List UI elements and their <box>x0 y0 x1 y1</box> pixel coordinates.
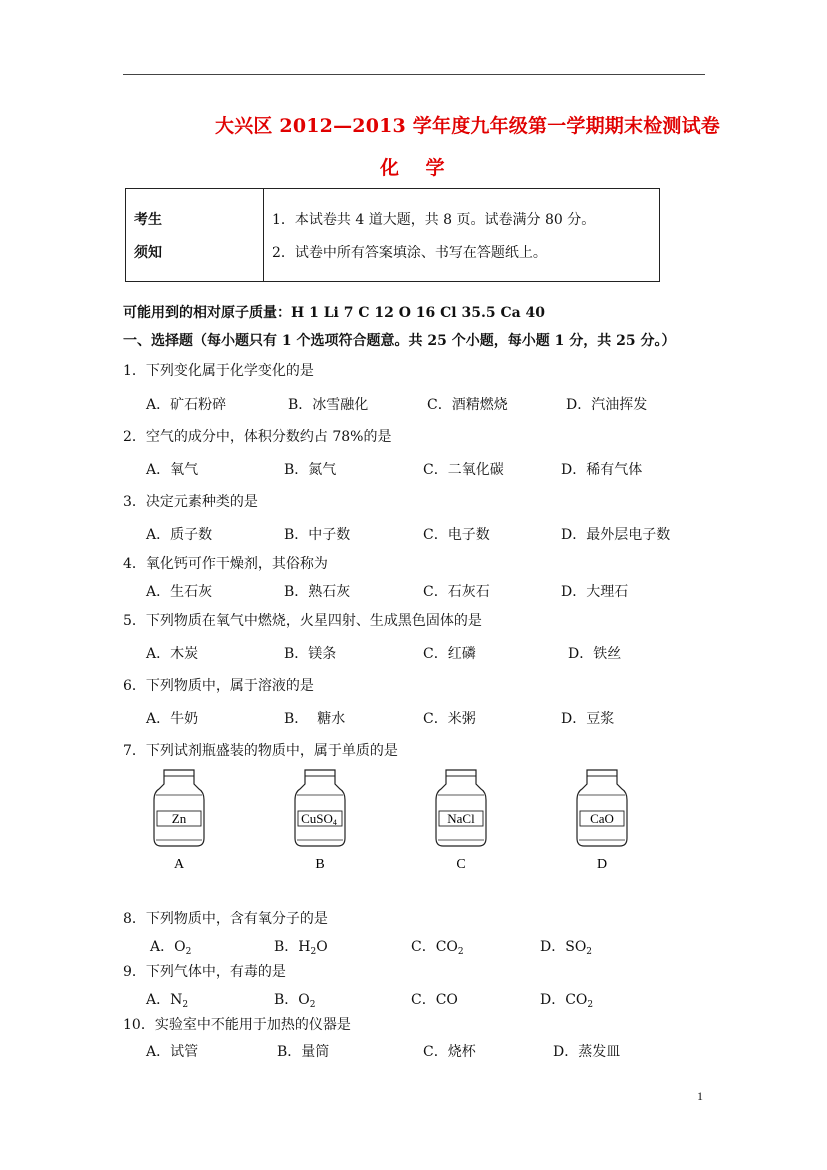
option-a: A．试管 <box>146 1044 199 1060</box>
option-c: C．烧杯 <box>423 1044 476 1060</box>
question-stem: 4．氧化钙可作干燥剂，其俗称为 <box>123 556 328 572</box>
option-b: B．冰雪融化 <box>288 397 369 413</box>
section-heading: 一、选择题（每小题只有 1 个选项符合题意。共 25 个小题，每小题 1 分，共 25 分。） <box>123 333 676 349</box>
option-d: D．最外层电子数 <box>561 527 671 543</box>
option-a-text: A．N <box>146 992 183 1008</box>
bottle-b <box>295 770 345 872</box>
reagent-bottles-figure <box>140 768 640 873</box>
option-c-subscript: 2 <box>457 947 464 957</box>
question-stem: 1．下列变化属于化学变化的是 <box>123 363 314 379</box>
option-d: D．铁丝 <box>568 646 622 662</box>
bottle-c-letter: C <box>456 857 466 872</box>
bottle-b-label <box>301 811 337 827</box>
bottle-c <box>436 770 486 872</box>
notice-label-line2: 须知 <box>134 245 162 261</box>
option-d: D．大理石 <box>561 584 629 600</box>
question-stem: 6．下列物质中，属于溶液的是 <box>123 678 314 694</box>
bottle-b-letter: B <box>315 857 325 872</box>
option-a: A．牛奶 <box>146 711 199 727</box>
option-b-subscript: 2 <box>309 1000 316 1010</box>
option-d-text: D．CO <box>540 992 588 1008</box>
question-stem: 3．决定元素种类的是 <box>123 494 258 510</box>
option-b-text: B．O <box>274 992 310 1008</box>
option-a-text: A．O <box>150 939 186 955</box>
bottle-d-label: CaO <box>590 811 614 826</box>
option-b: B．熟石灰 <box>284 584 351 600</box>
option-c-text: C．CO <box>411 939 458 955</box>
option-a <box>150 936 191 957</box>
option-b-tail: O <box>316 939 328 955</box>
bottle-b-formula: CuSO <box>301 811 333 826</box>
option-c: C．二氧化碳 <box>423 462 504 478</box>
subject-title: 化 学 <box>380 157 445 179</box>
option-c: C．电子数 <box>423 527 490 543</box>
option-d: D．汽油挥发 <box>566 397 648 413</box>
option-c-text: C．CO <box>411 992 458 1008</box>
bottle-d-letter: D <box>596 857 608 872</box>
option-b <box>274 936 328 957</box>
option-a: A．质子数 <box>146 527 213 543</box>
bottle-a-letter: A <box>173 857 185 872</box>
option-d-text: D．SO <box>540 939 587 955</box>
option-c <box>411 936 464 957</box>
question-stem: 8．下列物质中，含有氧分子的是 <box>123 911 328 927</box>
option-c: C．石灰石 <box>423 584 490 600</box>
option-b: B．中子数 <box>284 527 351 543</box>
notice-item-2: 2．试卷中所有答案填涂、书写在答题纸上。 <box>272 245 547 261</box>
option-d: D．稀有气体 <box>561 462 643 478</box>
option-d-subscript: 2 <box>586 947 593 957</box>
bottle-c-label: NaCl <box>447 811 475 826</box>
option-b <box>274 989 316 1010</box>
atomic-masses: 可能用到的相对原子质量：H 1 Li 7 C 12 O 16 Cl 35.5 Ca 40 <box>123 305 546 321</box>
option-c <box>411 989 458 1009</box>
option-b: B． 糖水 <box>284 711 346 727</box>
option-d-subscript: 2 <box>587 1000 594 1010</box>
question-stem: 2．空气的成分中，体积分数约占 78%的是 <box>123 429 392 445</box>
bottle-d <box>577 770 627 872</box>
question-stem: 10．实验室中不能用于加热的仪器是 <box>123 1017 351 1033</box>
option-a-subscript: 2 <box>182 1000 189 1010</box>
question-stem: 5．下列物质在氧气中燃烧，火星四射、生成黑色固体的是 <box>123 613 482 629</box>
bottle-a <box>154 770 204 872</box>
notice-box <box>125 188 660 282</box>
option-b-subscript: 2 <box>310 947 317 957</box>
page-number: 1 <box>697 1089 703 1103</box>
notice-item-1: 1．本试卷共 4 道大题，共 8 页。试卷满分 80 分。 <box>272 212 596 228</box>
question-stem: 9．下列气体中，有毒的是 <box>123 964 286 980</box>
notice-divider <box>263 189 264 281</box>
option-a: A．生石灰 <box>146 584 213 600</box>
exam-title: 大兴区 2012—2013 学年度九年级第一学期期末检测试卷 <box>215 115 720 137</box>
option-d <box>540 936 592 957</box>
option-b: B．氮气 <box>284 462 337 478</box>
option-a-subscript: 2 <box>185 947 192 957</box>
option-a <box>146 989 188 1010</box>
option-d: D．豆浆 <box>561 711 615 727</box>
option-c: C．酒精燃烧 <box>427 397 508 413</box>
option-b-text: B．H <box>274 939 311 955</box>
option-c: C．红磷 <box>423 646 476 662</box>
option-a: A．矿石粉碎 <box>146 397 227 413</box>
option-a: A．木炭 <box>146 646 199 662</box>
notice-label-line1: 考生 <box>134 212 162 228</box>
bottle-b-subscript: 4 <box>332 818 337 827</box>
option-b: B．量筒 <box>277 1044 330 1060</box>
option-c: C．米粥 <box>423 711 476 727</box>
option-d: D．蒸发皿 <box>553 1044 621 1060</box>
question-stem: 7．下列试剂瓶盛装的物质中，属于单质的是 <box>123 743 398 759</box>
option-d <box>540 989 593 1010</box>
option-a: A．氧气 <box>146 462 199 478</box>
header-rule <box>123 74 705 75</box>
option-b: B．镁条 <box>284 646 337 662</box>
bottle-a-label: Zn <box>171 811 187 826</box>
